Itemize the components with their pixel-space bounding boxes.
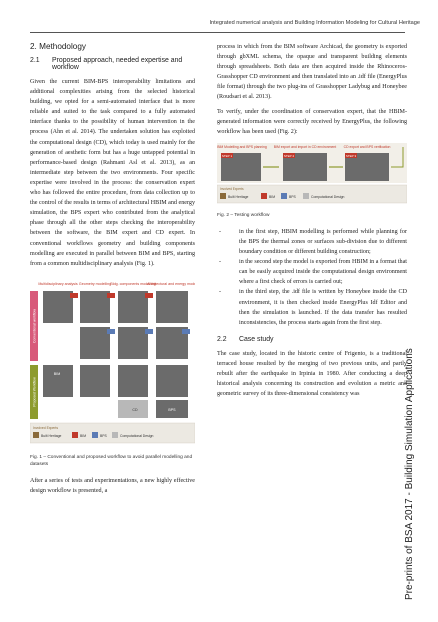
cd-icon [112, 432, 118, 438]
section-title: Methodology [39, 42, 87, 51]
fig1-header: Bldg. components modelling [110, 281, 156, 286]
list-item-text: in the third step, the .idf file is written by Honeybee inside the CD environment, it is then checked inside EnergyPlus Idf Editor and then the simulation is launched. If the data transfer has resulted inconsistencies, the process starts again from the first step. [239, 289, 407, 326]
fig2-legend-item: Computational Design [311, 194, 345, 199]
subsection-number: 2.1 [30, 57, 40, 64]
fig1-header: Architectural and energy model [147, 281, 195, 286]
header-rule [30, 32, 405, 33]
fig1-legend-title: Involved Experts [33, 425, 59, 430]
fig1-header: Multidisciplinary analysis [38, 281, 78, 286]
fig1-row-label: Conventional workflow [32, 308, 37, 343]
fig2-legend-item: BIM [269, 194, 276, 199]
fig1-cell-tag: BPS [168, 407, 176, 412]
left-column [30, 42, 195, 500]
fig2-step-title: BIM export and import in CD environment [273, 144, 337, 149]
bps-icon [92, 432, 98, 438]
paragraph: Given the current BIM-BPS interoperability limitations and additional complexities arising from the selected historical building, we opted for a semi-automated interface that is more reliable and suited to the task compared to a fully automated interface thanks to the possibility of human intervention in the process (Ahn et al. 2014). The undertaken solution has exploited the computational design (CD), which today is used mainly for the generation of aesthetic form but has a huge untapped potential in performance-based design (Rahmani Asl et al. 2013), as an intermediate step between the two environments. Four specific expertise were involved in the process: the conservation expert who has followed the entire procedure, from data collection up to the control of the results in terms of architectural HBIM and energy simulation, the BPS expert who contributed from the analytical phase through all the other steps checking the interoperability between the software, the BIM expert and CD expert. In conventional workflows geometry and building components modelling are executed in parallel between BIM and BPS, starting from a common multidisciplinary analysis (Fig. 1). [30, 79, 195, 267]
figure-1-caption: Fig. 1 – Conventional and proposed workflow to avoid parallel modelling and datasets [30, 454, 193, 467]
list-item: - in the second step the model is exported from HBIM in a format that can be easily acquired inside the computational design environment where a first check of errors is carried out; [217, 257, 407, 287]
fig1-proposed-grid [43, 365, 188, 418]
fig1-conventional-grid [43, 291, 190, 359]
list-item-text: in the first step, HBIM modelling is performed while planning for the BPS the thermal zones or surfaces sub-division due to different boundary condition or different building construction; [239, 228, 407, 256]
workflow-step-list [217, 227, 407, 328]
fig1-row-label: Proposed Workflow [32, 377, 37, 407]
list-item: - in the third step, the .idf file is written by Honeybee inside the CD environment, it is then checked inside EnergyPlus Idf Editor and then the simulation is launched. If the data transfer has resulted inconsistencies, the process starts again from the first step. [217, 287, 407, 327]
figure-2-testing-workflow [217, 143, 407, 204]
list-item: - in the first step, HBIM modelling is performed while planning for the BPS the thermal zones or surfaces sub-division due to different boundary condition or different building construction; [217, 227, 407, 257]
bim-icon [72, 432, 78, 438]
subsection-title: Proposed approach, needed expertise and workflow [52, 57, 183, 71]
right-column [217, 42, 407, 403]
paragraph: After a series of tests and experimentations, a new highly effective design workflow is presented, a [30, 477, 195, 494]
fig2-step-title: BIM Modelling and BPS planning [217, 144, 267, 149]
fig1-legend-item: Computational Design [120, 433, 154, 438]
bps-icon [281, 193, 287, 199]
fig2-step-label: STEP 3 [345, 153, 357, 158]
cd-icon [303, 193, 309, 199]
fig2-legend-title: Involved Experts [220, 186, 244, 191]
fig2-legend-item: Built Heritage [228, 194, 249, 199]
fig2-step-label: STEP 1 [221, 153, 233, 158]
section-number: 2. [30, 42, 37, 51]
fig2-step-label: STEP 2 [283, 153, 295, 158]
fig2-legend-box [217, 185, 407, 203]
fig2-legend-item: BPS [289, 194, 296, 199]
fig2-step-title: CD export and BPS verification [343, 144, 391, 149]
paragraph: process in which from the BIM software Archicad, the geometry is exported through gbXML schema, the opaque and transparent building elements through spreadsheets. Both data are then acquired inside the Rhinoceros-Grasshopper CD environment and then translated into an .idf file (EnergyPlus file format) through the two plug-ins of Grasshopper Ladybug and Honeybee (Roudsari et al. 2013). [217, 44, 407, 101]
figure-1-workflow-diagram [30, 279, 195, 445]
fig1-legend-item: Built Heritage [41, 433, 62, 438]
list-item-text: in the second step the model is exported from HBIM in a format that can be easily acquired inside the computational design environment where a first check of errors is carried out; [239, 259, 407, 286]
bim-icon [261, 193, 267, 199]
subsection-number: 2.2 [217, 335, 227, 343]
figure-2-caption: Fig. 2 – Testing workflow [217, 212, 270, 218]
fig1-legend-item: BPS [100, 433, 107, 438]
subsection-heading [217, 336, 407, 343]
paragraph: The case study, located in the historic centre of Frigento, is a traditional terraced house resulted by the merging of two previous units, and partly rebuilt after the earthquake in Irpinia in 1980. After conducting a deep historical analysis concerning its construction and evolution a metric and geometric survey of its three-dimensional consistency was [217, 350, 407, 398]
subsection-heading [30, 57, 195, 71]
sidebar-vertical-text: Pre-prints of BSA 2017 - Building Simulation Applications [404, 348, 415, 600]
heritage-icon [33, 432, 39, 438]
fig1-cell-tag: BIM [53, 371, 61, 376]
running-header: Integrated numerical analysis and Building Information Modeling for Cultural Heritage [209, 20, 420, 26]
section-heading [30, 42, 195, 51]
fig1-legend-item: BIM [80, 433, 87, 438]
heritage-icon [220, 193, 226, 199]
fig1-header: Geometry modelling [78, 281, 112, 286]
fig1-cell-tag: CD [132, 407, 138, 412]
paragraph: To verify, under the coordination of conservation expert, that the HBIM-generated information were correctly received by EnergyPlus, the following workflow has been used (Fig. 2): [217, 108, 407, 135]
subsection-title: Case study [239, 335, 274, 343]
